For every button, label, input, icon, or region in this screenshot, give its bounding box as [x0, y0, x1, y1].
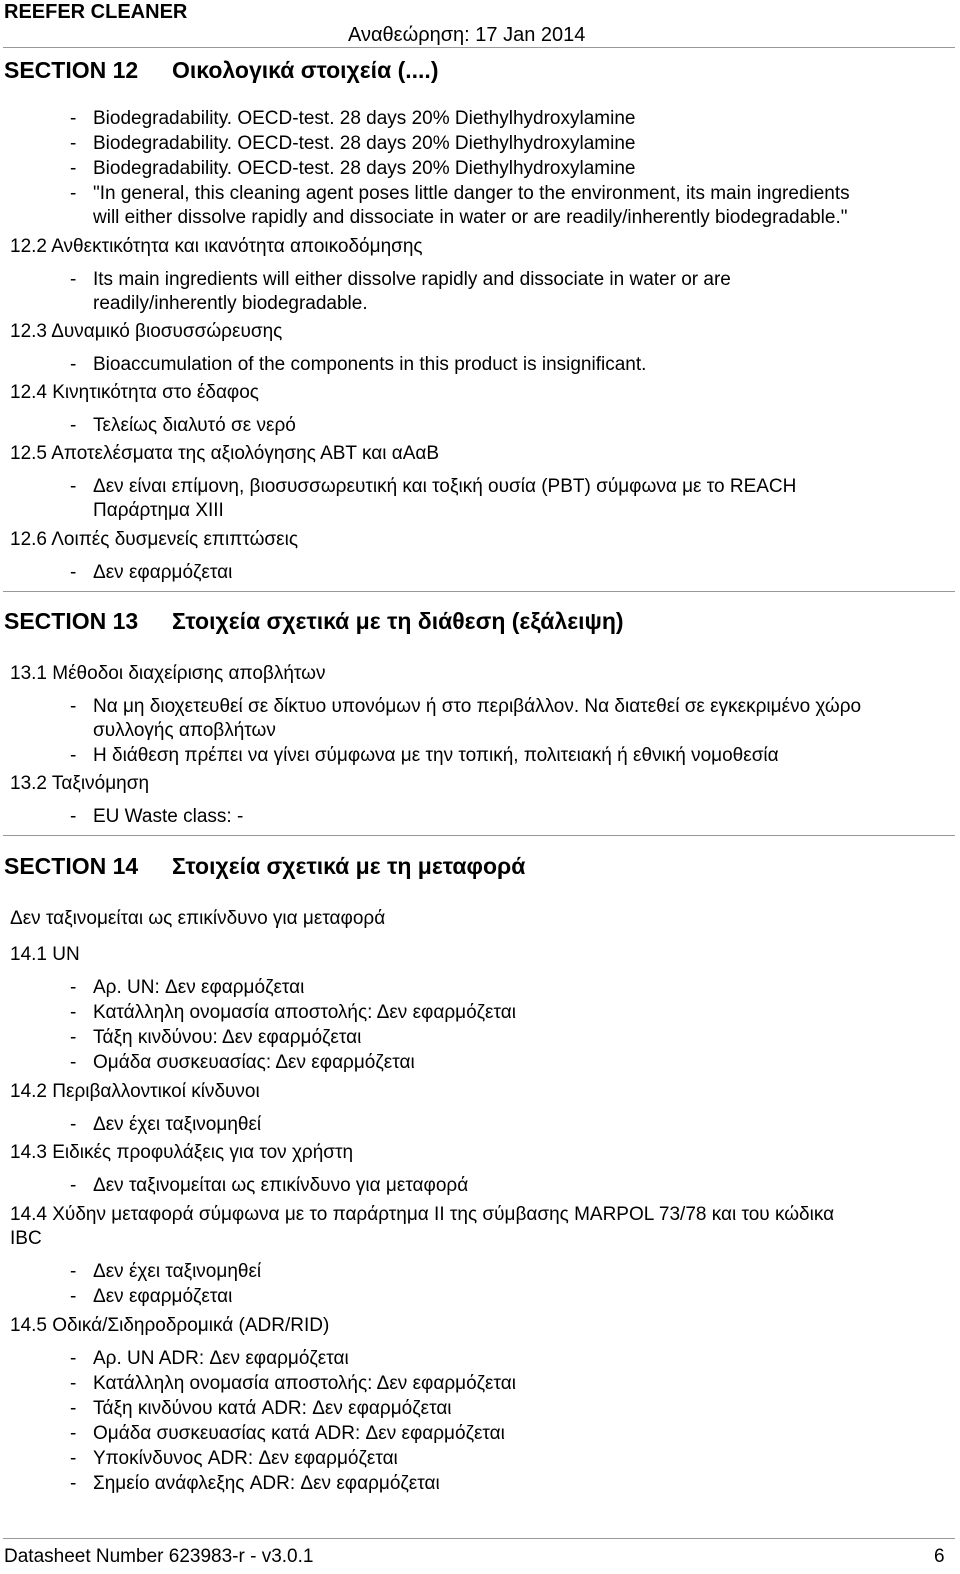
subsection-12-4-heading: 12.4 Κινητικότητα στο έδαφος	[10, 382, 259, 403]
section-13-number: SECTION 13	[4, 608, 139, 634]
adr-flash-point: Σημείο ανάφλεξης ADR: Δεν εφαρμόζεται	[93, 1473, 440, 1494]
bullet-dash: -	[70, 1398, 77, 1419]
section-12-number: SECTION 12	[4, 57, 139, 83]
bullet-dash: -	[70, 1448, 77, 1469]
general-statement: "In general, this cleaning agent poses little danger to the environment, its main ingredients	[93, 183, 850, 204]
subsection-14-1-heading: 14.1 UN	[10, 944, 80, 965]
product-name: REEFER CLEANER	[4, 1, 188, 23]
pbt-text: Δεν είναι επίμονη, βιοσυσσωρευτική και τοξική ουσία (PBT) σύμφωνα με το REACH	[93, 476, 797, 497]
transport-intro: Δεν ταξινομείται ως επικίνδυνο για μεταφορά	[10, 908, 386, 929]
subsection-12-3-heading: 12.3 Δυναμικό βιοσυσσώρευσης	[10, 321, 283, 342]
bullet-dash: -	[70, 183, 77, 204]
bullet-dash: -	[70, 1261, 77, 1282]
adr-un-number: Αρ. UN ADR: Δεν εφαρμόζεται	[93, 1348, 349, 1369]
environmental-hazards-text: Δεν έχει ταξινομηθεί	[93, 1114, 262, 1135]
persistence-text: Its main ingredients will either dissolve rapidly and dissociate in water or are	[93, 269, 731, 290]
bullet-dash: -	[70, 977, 77, 998]
mobility-text: Τελείως διαλυτό σε νερό	[93, 415, 296, 436]
general-statement-cont: will either dissolve rapidly and dissociate in water or are readily/inherently biodegradable."	[93, 207, 848, 228]
other-effects-text: Δεν εφαρμόζεται	[93, 562, 233, 583]
un-shipping-name: Κατάλληλη ονομασία αποστολής: Δεν εφαρμόζεται	[93, 1002, 516, 1023]
biodegradability-line-2: Biodegradability. OECD-test. 28 days 20% Diethylhydroxylamine	[93, 133, 636, 154]
eu-waste-class: EU Waste class: -	[93, 806, 244, 827]
bullet-dash: -	[70, 1473, 77, 1494]
bullet-dash: -	[70, 745, 77, 766]
revision-date: Αναθεώρηση: 17 Jan 2014	[348, 24, 586, 46]
divider	[3, 591, 955, 592]
datasheet-number: Datasheet Number 623983-r - v3.0.1	[4, 1546, 314, 1567]
subsection-14-3-heading: 14.3 Ειδικές προφυλάξεις για τον χρήστη	[10, 1142, 354, 1163]
subsection-14-4-heading: 14.4 Χύδην μεταφορά σύμφωνα με το παράρτημα II της σύμβασης MARPOL 73/78 και του κώδικα	[10, 1204, 835, 1225]
adr-shipping-name: Κατάλληλη ονομασία αποστολής: Δεν εφαρμόζεται	[93, 1373, 516, 1394]
subsection-14-5-heading: 14.5 Οδικά/Σιδηροδρομικά (ADR/RID)	[10, 1315, 330, 1336]
subsection-12-6-heading: 12.6 Λοιπές δυσμενείς επιπτώσεις	[10, 529, 298, 550]
disposal-legislation-text: Η διάθεση πρέπει να γίνει σύμφωνα με την τοπική, πολιτειακή ή εθνική νομοθεσία	[93, 745, 779, 766]
subsection-14-4-heading-cont: IBC	[10, 1228, 42, 1249]
bullet-dash: -	[70, 1286, 77, 1307]
adr-hazard-class: Τάξη κινδύνου κατά ADR: Δεν εφαρμόζεται	[93, 1398, 452, 1419]
bioaccumulation-text: Bioaccumulation of the components in this product is insignificant.	[93, 354, 647, 375]
waste-methods-text: Να μη διοχετευθεί σε δίκτυο υπονόμων ή στο περιβάλλον. Να διατεθεί σε εγκεκριμένο χώρο	[93, 696, 862, 717]
subsection-13-1-heading: 13.1 Μέθοδοι διαχείρισης αποβλήτων	[10, 663, 326, 684]
biodegradability-line-3: Biodegradability. OECD-test. 28 days 20% Diethylhydroxylamine	[93, 158, 636, 179]
biodegradability-line-1: Biodegradability. OECD-test. 28 days 20% Diethylhydroxylamine	[93, 108, 636, 129]
bullet-dash: -	[70, 1002, 77, 1023]
pbt-text-cont: Παράρτημα XIII	[93, 500, 224, 521]
bullet-dash: -	[70, 476, 77, 497]
un-number: Αρ. UN: Δεν εφαρμόζεται	[93, 977, 305, 998]
bullet-dash: -	[70, 562, 77, 583]
bullet-dash: -	[70, 696, 77, 717]
footer-divider	[3, 1538, 955, 1539]
un-packing-group: Ομάδα συσκευασίας: Δεν εφαρμόζεται	[93, 1052, 415, 1073]
bullet-dash: -	[70, 354, 77, 375]
user-precautions-text: Δεν ταξινομείται ως επικίνδυνο για μεταφορά	[93, 1175, 469, 1196]
subsection-12-5-heading: 12.5 Αποτελέσματα της αξιολόγησης ΑΒΤ και αΑαΒ	[10, 443, 440, 464]
bullet-dash: -	[70, 158, 77, 179]
page-number: 6	[934, 1546, 945, 1567]
section-14-number: SECTION 14	[4, 853, 139, 879]
bullet-dash: -	[70, 1175, 77, 1196]
divider	[3, 47, 955, 48]
un-hazard-class: Τάξη κινδύνου: Δεν εφαρμόζεται	[93, 1027, 362, 1048]
subsection-12-2-heading: 12.2 Ανθεκτικότητα και ικανότητα αποικοδόμησης	[10, 236, 423, 257]
bullet-dash: -	[70, 806, 77, 827]
bullet-dash: -	[70, 108, 77, 129]
bulk-transport-text-2: Δεν εφαρμόζεται	[93, 1286, 233, 1307]
section-13-title: Στοιχεία σχετικά με τη διάθεση (εξάλειψη)	[172, 608, 624, 634]
section-12-title: Οικολογικά στοιχεία (....)	[172, 57, 439, 83]
bullet-dash: -	[70, 1027, 77, 1048]
divider	[3, 835, 955, 836]
subsection-14-2-heading: 14.2 Περιβαλλοντικοί κίνδυνοι	[10, 1081, 260, 1102]
bullet-dash: -	[70, 1373, 77, 1394]
bullet-dash: -	[70, 1423, 77, 1444]
adr-subsidiary-risk: Υποκίνδυνος ADR: Δεν εφαρμόζεται	[93, 1448, 398, 1469]
section-14-title: Στοιχεία σχετικά με τη μεταφορά	[172, 853, 526, 879]
subsection-13-2-heading: 13.2 Ταξινόμηση	[10, 773, 150, 794]
bullet-dash: -	[70, 1348, 77, 1369]
bullet-dash: -	[70, 415, 77, 436]
persistence-text-cont: readily/inherently biodegradable.	[93, 293, 368, 314]
bullet-dash: -	[70, 1114, 77, 1135]
bullet-dash: -	[70, 1052, 77, 1073]
waste-methods-text-cont: συλλογής αποβλήτων	[93, 720, 276, 741]
bullet-dash: -	[70, 269, 77, 290]
adr-packing-group: Ομάδα συσκευασίας κατά ADR: Δεν εφαρμόζεται	[93, 1423, 505, 1444]
bullet-dash: -	[70, 133, 77, 154]
bulk-transport-text-1: Δεν έχει ταξινομηθεί	[93, 1261, 262, 1282]
